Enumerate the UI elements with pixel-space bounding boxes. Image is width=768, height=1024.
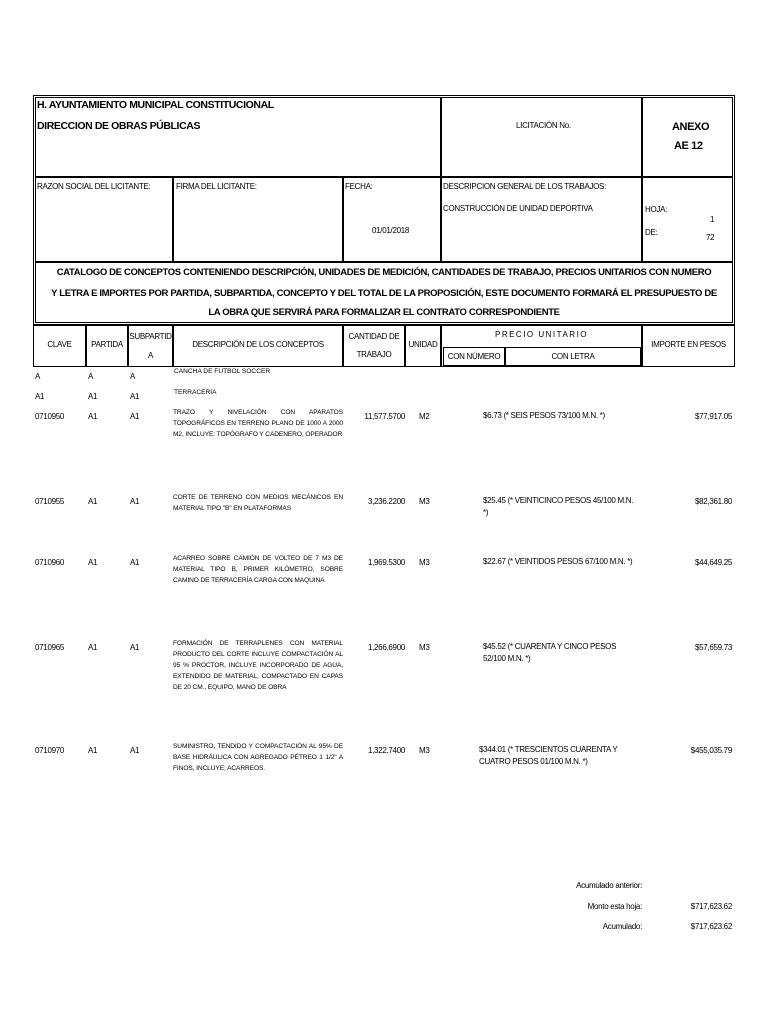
row-cantidad: 1,322.7400 <box>367 746 405 755</box>
row-partida: A1 <box>88 643 98 652</box>
row-unidad: M3 <box>419 497 430 506</box>
row-precio: $25.45 (* VEINTICINCO PESOS 45/100 M.N. *) <box>483 496 634 517</box>
fecha-value: 01/01/2018 <box>372 226 410 235</box>
title-line-3: LA OBRA QUE SERVIRÁ PARA FORMALIZAR EL CONTRATO CORRESPONDIENTE <box>208 307 560 318</box>
row-cantidad: 1,266.6900 <box>367 643 405 652</box>
row-descripcion: CORTE DE TERRENO CON MEDIOS MECÁNICOS EN MATERIAL TIPO "B" EN PLATAFORMAS <box>173 494 343 512</box>
row-partida: A1 <box>88 412 98 421</box>
col-unidad-label: UNIDAD <box>408 340 438 349</box>
group-descripcion: CANCHA DE FUTBOL SOCCER <box>174 368 271 375</box>
title-cell <box>35 262 733 323</box>
row-cantidad: 1,969.5300 <box>367 558 405 567</box>
row-descripcion: ACARREO SOBRE CAMIÓN DE VOLTEO DE 7 M3 DE MATERIAL TIPO B, PRIMER KILÓMETRO, SOBRE CAMINO DE TERRACERÍA CARGA CON MAQUINA <box>173 555 343 584</box>
row-clave: 0710960 <box>35 558 65 567</box>
row-subpartida: A1 <box>130 643 140 652</box>
row-importe: $44,649.25 <box>694 558 732 567</box>
row-importe: $77,917.05 <box>694 412 732 421</box>
group-subpartida: A <box>130 372 136 381</box>
de-label: DE: <box>645 228 658 237</box>
col-subpartida-label-2: A <box>147 351 154 360</box>
col-cantidad-label-2: TRABAJO <box>356 350 392 359</box>
monto-hoja-value: $717,623.62 <box>690 902 732 911</box>
razon-social-label: RAZON SOCIAL DEL LICITANTE: <box>37 182 151 191</box>
row-descripcion: TRAZO Y NIVELACIÓN CON APARATOS TOPOGRÁFICOS EN TERRENO PLANO DE 1000 A 2000 M2, INCLUYE: TOPÓGRAFO Y CADENERO, OPERADOR <box>173 409 343 438</box>
row-cantidad: 11,577.5700 <box>364 412 405 421</box>
descripcion-label: DESCRIPCION GENERAL DE LOS TRABAJOS: <box>443 182 607 191</box>
fecha-label: FECHA: <box>345 182 373 191</box>
licitacion-cell <box>441 97 642 177</box>
acumulado-anterior-label: Acumulado anterior: <box>576 881 642 890</box>
de-value: 72 <box>706 233 715 242</box>
hoja-value: 1 <box>710 215 715 224</box>
row-precio: $6.73 (* SEIS PESOS 73/100 M.N. *) <box>483 411 605 420</box>
row-precio: $344.01 (* TRESCIENTOS CUARENTA Y CUATRO PESOS 01/100 M.N. *) <box>479 745 618 766</box>
group-clave: A <box>35 372 41 381</box>
group-partida: A <box>88 372 94 381</box>
row-clave: 0710950 <box>35 412 65 421</box>
licitacion-label: LICITACIÓN No. <box>516 121 571 130</box>
col-con-numero-label: CON NÚMERO <box>447 352 501 361</box>
row-importe: $82,361.80 <box>694 497 732 506</box>
row-subpartida: A1 <box>130 558 140 567</box>
row-precio: $45.52 (* CUARENTA Y CINCO PESOS 52/100 M.N. *) <box>483 642 617 663</box>
group-descripcion: TERRACERIA <box>174 389 217 396</box>
acumulado-value: $717,623.62 <box>690 922 732 931</box>
row-unidad: M3 <box>419 746 430 755</box>
firma-label: FIRMA DEL LICITANTE: <box>176 182 257 191</box>
row-unidad: M3 <box>419 558 430 567</box>
row-descripcion: SUMINISTRO, TENDIDO Y COMPACTACIÓN AL 95% DE BASE HIDRÁULICA CON AGREGADO PÉTREO 1 1/2" A FINOS, INCLUYE; ACARREOS. <box>173 743 343 772</box>
row-clave: 0710955 <box>35 497 65 506</box>
group-subpartida: A1 <box>130 392 140 401</box>
col-subpartida-label-1: SUBPARTID <box>129 332 172 341</box>
row-subpartida: A1 <box>130 497 140 506</box>
row-partida: A1 <box>88 497 98 506</box>
row-partida: A1 <box>88 746 98 755</box>
title-line-1: CATALOGO DE CONCEPTOS CONTENIENDO DESCRIPCIÓN, UNIDADES DE MEDICIÓN, CANTIDADES DE TRABAJO, PRECIOS UNITARIOS CON NUMERO <box>56 267 712 278</box>
row-clave: 0710965 <box>35 643 65 652</box>
col-clave-label: CLAVE <box>47 340 72 349</box>
anexo-code: AE 12 <box>674 140 703 152</box>
row-unidad: M3 <box>419 643 430 652</box>
row-partida: A1 <box>88 558 98 567</box>
col-descripcion-label: DESCRIPCIÓN DE LOS CONCEPTOS <box>192 340 324 349</box>
col-precio-label: PRECIO UNITARIO <box>494 330 589 339</box>
anexo-cell <box>642 97 733 177</box>
group-partida: A1 <box>88 392 98 401</box>
title-line-2: Y LETRA E IMPORTES POR PARTIDA, SUBPARTIDA, CONCEPTO Y DEL TOTAL DE LA PROPOSICIÓN, ESTE DOCUMENTO FORMARÁ EL PRESUPUESTO DE <box>51 288 717 299</box>
monto-hoja-label: Monto esta hoja: <box>587 902 642 911</box>
org-department: DIRECCION DE OBRAS PÚBLICAS <box>37 120 201 132</box>
anexo-label: ANEXO <box>672 121 710 133</box>
acumulado-label: Acumulado: <box>602 922 642 931</box>
hoja-cell <box>642 177 733 262</box>
row-clave: 0710970 <box>35 746 65 755</box>
row-unidad: M2 <box>419 412 430 421</box>
row-importe: $455,035.79 <box>690 746 732 755</box>
org-name: H. AYUNTAMIENTO MUNICIPAL CONSTITUCIONAL <box>37 99 274 111</box>
row-cantidad: 3,236.2200 <box>367 497 405 506</box>
row-subpartida: A1 <box>130 746 140 755</box>
descripcion-value: CONSTRUCCIÓN DE UNIDAD DEPORTIVA <box>443 204 593 213</box>
hoja-label: HOJA: <box>645 205 668 214</box>
col-con-letra-label: CON LETRA <box>551 352 595 361</box>
row-descripcion: FORMACIÓN DE TERRAPLENES CON MATERIAL PRODUCTO DEL CORTE INCLUYE COMPACTACIÓN AL 95 % PROCTOR, INCLUYE INCORPORADO DE AGUA, EXTENDIDO DE MATERIAL, COMPACTADO EN CAPAS DE 20 CM., EQUIPO, MANO DE OBRA <box>173 640 343 691</box>
row-subpartida: A1 <box>130 412 140 421</box>
col-cantidad-label-1: CANTIDAD DE <box>348 332 400 341</box>
row-precio: $22.67 (* VEINTIDOS PESOS 67/100 M.N. *) <box>483 557 633 566</box>
col-importe-label: IMPORTE EN PESOS <box>651 340 726 349</box>
row-importe: $57,659.73 <box>694 643 732 652</box>
group-clave: A1 <box>35 392 45 401</box>
col-partida-label: PARTIDA <box>91 340 123 349</box>
